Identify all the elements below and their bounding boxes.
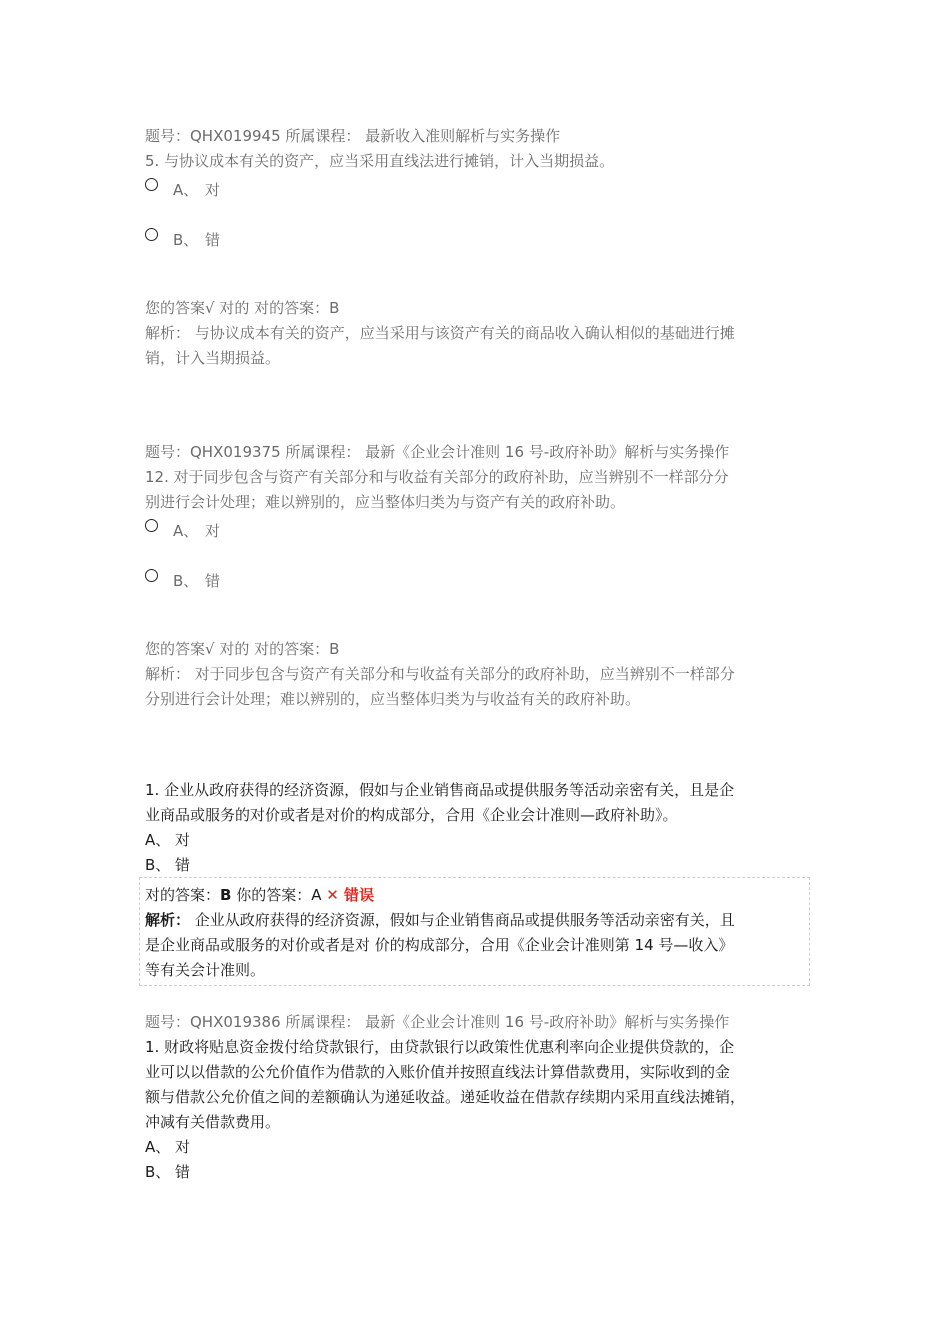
q4-question-line2: 业可以以借款的公允价值作为借款的入账价值并按照直线法计算借款费用，实际收到的金 xyxy=(145,1063,731,1081)
q3-option-b: B、 错 xyxy=(145,856,191,874)
q4-question-line1: 1. 财政将贴息资金拨付给贷款银行，由贷款银行以政策性优惠利率向企业提供贷款的，企 xyxy=(145,1038,735,1056)
q1-header: 题号：QHX019945 所属课程： 最新收入准则解析与实务操作 xyxy=(145,127,561,145)
radio-icon[interactable] xyxy=(145,519,158,532)
q2-question-line1: 12. 对于同步包含与资产有关部分和与收益有关部分的政府补助，应当辨别不一样部分分 xyxy=(145,468,729,486)
q3-option-a: A、 对 xyxy=(145,831,191,849)
q3-result-line: 对的答案：B 你的答案：A ✕ 错误 xyxy=(145,886,375,904)
q1-analysis-line1: 解析： 与协议成本有关的资产，应当采用与该资产有关的商品收入确认相似的基础进行摊 xyxy=(145,324,735,342)
radio-icon[interactable] xyxy=(145,178,158,191)
q3-question-line2: 业商品或服务的对价或者是对价的构成部分，合用《企业会计准则—政府补助》。 xyxy=(145,806,678,824)
q1-question: 5. 与协议成本有关的资产，应当采用直线法进行摊销，计入当期损益。 xyxy=(145,152,615,170)
q2-answer-line: 您的答案√ 对的 对的答案：B xyxy=(145,640,340,658)
q3-analysis-line1: 解析： 企业从政府获得的经济资源，假如与企业销售商品或提供服务等活动亲密有关，且 xyxy=(145,911,735,929)
q3-analysis-line2: 是企业商品或服务的对价或者是对 价的构成部分，合用《企业会计准则第 14 号—收入》 xyxy=(145,936,734,954)
radio-icon[interactable] xyxy=(145,569,158,582)
q4-question-line4: 冲减有关借款费用。 xyxy=(145,1113,281,1131)
q2-analysis-line2: 分别进行会计处理；难以辨别的，应当整体归类为与收益有关的政府补助。 xyxy=(145,690,641,708)
q2-question-line2: 别进行会计处理；难以辨别的，应当整体归类为与资产有关的政府补助。 xyxy=(145,493,626,511)
q1-analysis-line2: 销，计入当期损益。 xyxy=(145,349,281,367)
q1-answer-line: 您的答案√ 对的 对的答案：B xyxy=(145,299,340,317)
q4-header: 题号：QHX019386 所属课程： 最新《企业会计准则 16 号-政府补助》解析与实务操作 xyxy=(145,1013,730,1031)
document-page: 题号：QHX019945 所属课程： 最新收入准则解析与实务操作 5. 与协议成本有关的资产，应当采用直线法进行摊销，计入当期损益。 A、 对 B、 错 您的答案√ 对的 对的答案：B 解析： 与协议成本有关的资产，应当采用与该资产有关的商品收入确认相似的基础进行摊 销，计入当期损益。 题号：QHX019375 所属课程： 最新《企业会计准则 16 号-政府补助》解析与实务操作 12. 对于同步包含与资产有关部分和与收益有关部分的政府补助，应当辨别不一样部分分 别进行会计处理；难以辨别的，应当整体归类为与资产有关的政府补助。 A、 对 B、 错 您的答案√ 对的 对的答案：B 解析： 对于同步包含与资产有关部分和与收益有关部分的政府补助，应当辨别不一样部分 分别进行会计处理；难以辨别的，应当整体归类为与收益有关的政府补助。 1. 企业从政府获得的经济资源，假如与企业销售商品或提供服务等活动亲密有关，且是企 业商品或服务的对价或者是对价的构成部分，合用《企业会计准则—政府补助》。 A、 对 B、 错 对的答案：B 你的答案：A ✕ 错误 解析： 企业从政府获得的经济资源，假如与企业销售商品或提供服务等活动亲密有关，且 是企业商品或服务的对价或者是对 价的构成部分，合用《企业会计准则第 14 号—收入》 等有关会计准则。 题号：QHX019386 所属课程： 最新《企业会计准则 16 号-政府补助》解析与实务操作 1. 财政将贴息资金拨付给贷款银行，由贷款银行以政策性优惠利率向企业提供贷款的，企 业可以以借款的公允价值作为借款的入账价值并按照直线法计算借款费用，实际收到的金 额与借款公允价值之间的差额确认为递延收益。递延收益在借款存续期内采用直线法摊销， 冲减有关借款费用。 A、 对 B、 错 xyxy=(0,0,950,1344)
q4-question-line3: 额与借款公允价值之间的差额确认为递延收益。递延收益在借款存续期内采用直线法摊销， xyxy=(145,1088,746,1106)
q4-option-b: B、 错 xyxy=(145,1163,191,1181)
q3-analysis-line3: 等有关会计准则。 xyxy=(145,961,266,979)
q2-header: 题号：QHX019375 所属课程： 最新《企业会计准则 16 号-政府补助》解析与实务操作 xyxy=(145,443,730,461)
q3-question-line1: 1. 企业从政府获得的经济资源，假如与企业销售商品或提供服务等活动亲密有关，且是企 xyxy=(145,781,735,799)
q4-option-a: A、 对 xyxy=(145,1138,191,1156)
wrong-mark: ✕ 错误 xyxy=(326,886,375,904)
radio-icon[interactable] xyxy=(145,228,158,241)
q2-analysis-line1: 解析： 对于同步包含与资产有关部分和与收益有关部分的政府补助，应当辨别不一样部分 xyxy=(145,665,735,683)
